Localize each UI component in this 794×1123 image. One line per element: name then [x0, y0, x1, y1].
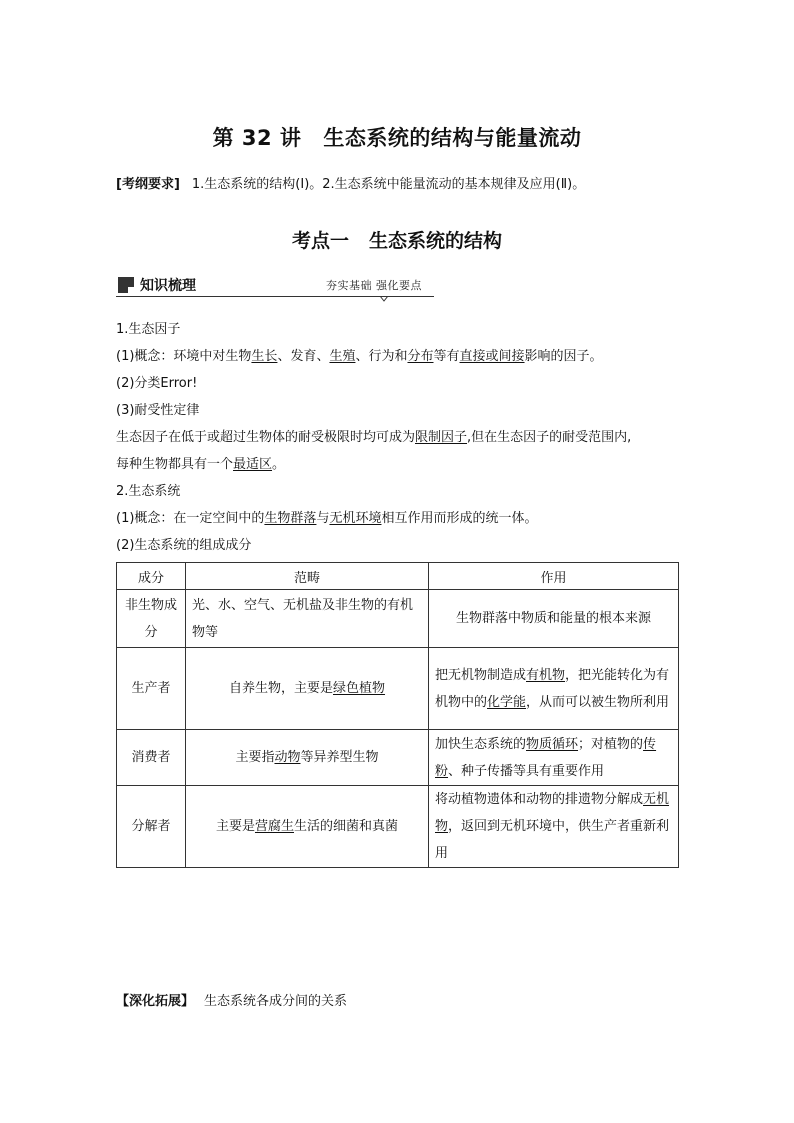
- knowledge-content: [116, 316, 681, 559]
- blank-answer: 分布: [407, 349, 434, 364]
- paragraph-classification: (2)分类Error!: [116, 376, 198, 391]
- table-cell: 光、水、空气、无机盐及非生物的有机物等: [186, 590, 429, 648]
- requirements-label: [考纲要求]: [116, 177, 180, 192]
- blank-answer: 传粉: [435, 736, 657, 779]
- table-cell: [186, 730, 429, 786]
- text-run: 影响的因子。: [524, 349, 603, 364]
- heading-ecological-factor: 1.生态因子: [116, 322, 181, 337]
- blank-answer: 有机物: [526, 667, 566, 683]
- text-run: (1)概念：环境中对生物: [116, 349, 252, 364]
- table-cell: [429, 730, 679, 786]
- syllabus-requirements: [116, 173, 585, 192]
- column-header: 作用: [429, 563, 679, 590]
- blank-answer: 生殖: [329, 349, 356, 364]
- components-table: [116, 562, 679, 868]
- paragraph-tolerance-law: (3)耐受性定律: [116, 403, 200, 418]
- table-cell: 生产者: [117, 648, 186, 730]
- text-run: 加快生态系统的: [435, 736, 527, 752]
- table-cell: [186, 786, 429, 868]
- paragraph-tolerance-1: [116, 424, 681, 451]
- text-run: 自养生物，主要是: [228, 681, 333, 696]
- heading-ecosystem: 2.生态系统: [116, 484, 181, 499]
- blank-answer: 生物群落: [264, 511, 317, 526]
- blank-answer: 动物: [274, 750, 301, 765]
- blank-answer: 无机环境: [329, 511, 382, 526]
- blank-answer: 最适区: [233, 457, 273, 472]
- text-run: 主要是: [215, 819, 255, 834]
- paragraph-ecosystem-concept: [116, 505, 681, 532]
- table-cell: [186, 648, 429, 730]
- banner-label: 知识梳理: [140, 278, 196, 294]
- section-title: [0, 226, 794, 253]
- text-run: 。: [272, 457, 286, 472]
- table-cell: [429, 786, 679, 868]
- blank-answer: 营腐生: [254, 819, 294, 834]
- text-run: 主要指: [235, 750, 275, 765]
- text-run: 每种生物都具有一个: [116, 457, 234, 472]
- text-run: ；对植物的: [578, 736, 644, 752]
- text-run: 相互作用而形成的统一体。: [381, 511, 538, 526]
- blank-answer: 直接或间接: [459, 349, 525, 364]
- table-row: [117, 730, 679, 786]
- extension-title: 生态系统各成分间的关系: [204, 994, 348, 1009]
- caret-down-icon: [380, 296, 388, 302]
- text-run: 把无机物制造成: [435, 667, 527, 683]
- text-run: ,但在生态因子的耐受范围内,: [467, 430, 632, 445]
- paragraph-tolerance-2: [116, 451, 681, 478]
- page-title: [0, 122, 794, 152]
- section-number: 考点一: [291, 230, 349, 252]
- extension-section: [116, 990, 347, 1009]
- section-name: 生态系统的结构: [369, 230, 503, 252]
- table-row: [117, 786, 679, 868]
- text-run: 生活的细菌和真菌: [294, 819, 399, 834]
- column-header: 成分: [117, 563, 186, 590]
- banner-subtitle: 夯实基础 强化要点: [326, 279, 422, 292]
- text-run: 将动植物遗体和动物的排遗物分解成: [435, 792, 644, 807]
- table-header-row: [117, 563, 679, 590]
- paragraph-concept: [116, 343, 681, 370]
- text-run: 等异养型生物: [300, 750, 379, 765]
- paragraph-components: (2)生态系统的组成成分: [116, 538, 252, 553]
- extension-label: 【深化拓展】: [116, 994, 195, 1009]
- table-row: [117, 648, 679, 730]
- blank-answer: 绿色植物: [333, 681, 386, 696]
- text-run: 等有: [433, 349, 460, 364]
- text-run: ，把光能转化为有机物中的: [435, 667, 670, 710]
- column-header: 范畴: [186, 563, 429, 590]
- table-row: [117, 590, 679, 648]
- text-run: (1)概念：在一定空间中的: [116, 511, 265, 526]
- table-cell: 生物群落中物质和能量的根本来源: [429, 590, 679, 648]
- requirements-text: 1.生态系统的结构(Ⅰ)。2.生态系统中能量流动的基本规律及应用(Ⅱ)。: [191, 177, 586, 192]
- table-cell: 消费者: [117, 730, 186, 786]
- table-cell: [429, 648, 679, 730]
- knowledge-banner: [116, 274, 436, 298]
- blank-answer: 无机物: [435, 792, 670, 834]
- text-run: ，返回到无机环境中，供生产者重新利用: [435, 819, 670, 861]
- table-cell: 非生物成分: [117, 590, 186, 648]
- square-icon: [118, 277, 134, 293]
- text-run: 生态因子在低于或超过生物体的耐受极限时均可成为: [116, 430, 416, 445]
- lecture-title: 生态系统的结构与能量流动: [323, 126, 582, 150]
- text-run: 与: [316, 511, 330, 526]
- blank-answer: 化学能: [487, 694, 527, 710]
- blank-answer: 生长: [251, 349, 278, 364]
- text-run: ，从而可以被生物所利用: [526, 694, 670, 710]
- text-run: 、发育、: [277, 349, 330, 364]
- text-run: 、行为和: [355, 349, 408, 364]
- blank-answer: 限制因子: [415, 430, 468, 445]
- text-run: 、种子传播等具有重要作用: [448, 763, 605, 779]
- blank-answer: 物质循环: [526, 736, 579, 752]
- lecture-number: 第 32 讲: [212, 126, 302, 150]
- table-cell: 分解者: [117, 786, 186, 868]
